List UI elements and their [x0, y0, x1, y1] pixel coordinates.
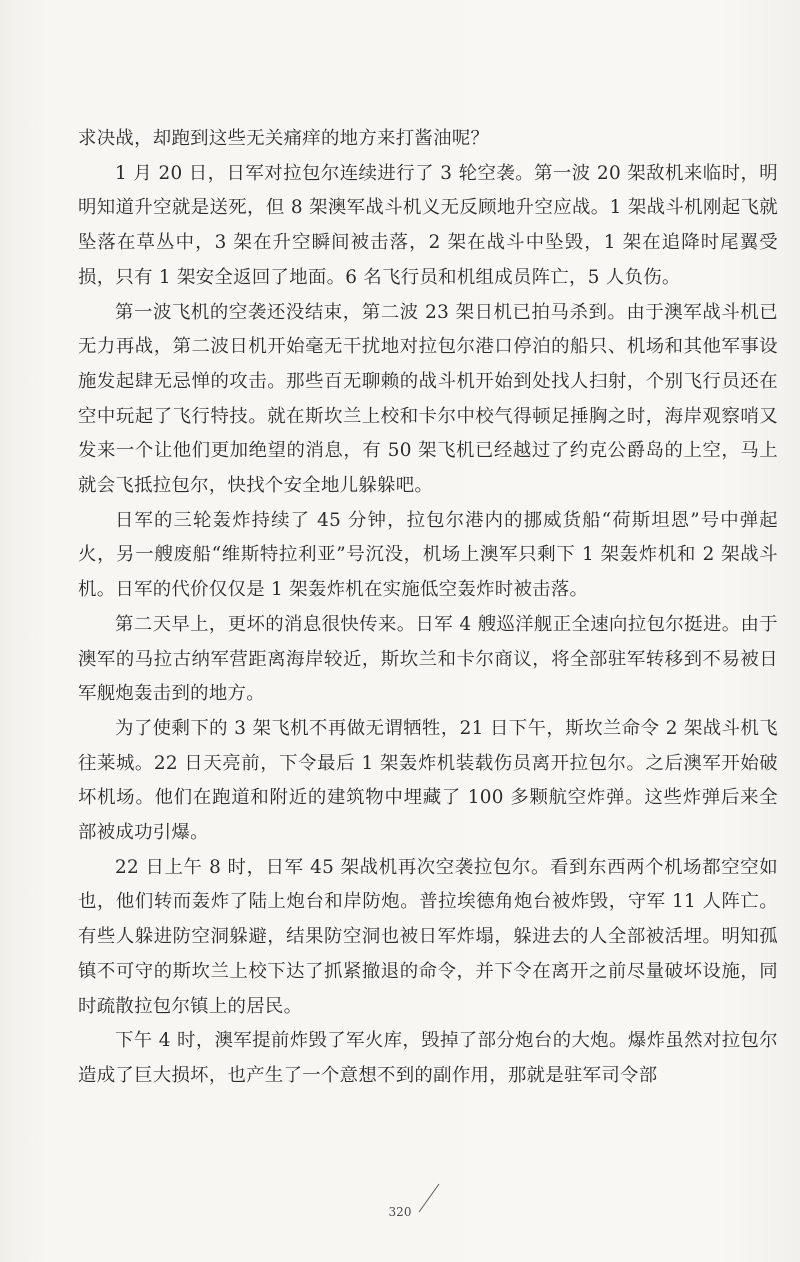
paragraph-continuation: 求决战，却跑到这些无关痛痒的地方来打酱油呢？ — [78, 128, 490, 149]
paragraph-next-morning: 第二天早上，更坏的消息很快传来。日军 4 艘巡洋舰正全速向拉包尔挺进。由于澳军的马拉古纳军营距离海岸较近，斯坎兰和卡尔商议，将全部驻军转移到不易被日军舰炮轰击到的地方。 — [78, 613, 778, 705]
paragraph-jan-22-raid: 22 日上午 8 时，日军 45 架战机再次空袭拉包尔。看到东西两个机场都空空如也，他们转而轰炸了陆上炮台和岸防炮。普拉埃德角炮台被炸毁，守军 11 人阵亡。有些人躲进防空洞躲避，结果防空洞也被日军炸塌，躲进去的人全部被活埋。明知孤镇不可守的斯坎兰上校下达了抓紧撤退的命令，并下令在离开之前尽量破坏设施，同时疏散拉包尔镇上的居民。 — [78, 856, 778, 1017]
page-number: 320 — [388, 1205, 412, 1219]
paragraph-second-wave: 第一波飞机的空袭还没结束，第二波 23 架日机已拍马杀到。由于澳军战斗机已无力再战，第二波日机开始毫无干扰地对拉包尔港口停泊的船只、机场和其他军事设施发起肆无忌惮的攻击。那些百无聊赖的战斗机开始到处找人扫射，个别飞行员还在空中玩起了飞行特技。就在斯坎兰上校和卡尔中校气得顿足捶胸之时，海岸观察哨又发来一个让他们更加绝望的消息，有 50 架飞机已经越过了约克公爵岛的上空，马上就会飞抵拉包尔，快找个安全地儿躲躲吧。 — [78, 301, 778, 497]
paragraph-three-raids-result: 日军的三轮轰炸持续了 45 分钟，拉包尔港内的挪威货船“荷斯坦恩”号中弹起火，另一艘废船“维斯特拉利亚”号沉没，机场上澳军只剩下 1 架轰炸机和 2 架战斗机。日军的代价仅仅是 1 架轰炸机在实施低空轰炸时被击落。 — [78, 509, 778, 601]
paragraph-air-raid-jan-20: 1 月 20 日，日军对拉包尔连续进行了 3 轮空袭。第一波 20 架敌机来临时，明明知道升空就是送死，但 8 架澳军战斗机义无反顾地升空应战。1 架战斗机刚起飞就坠落在草丛中，3 架在升空瞬间被击落，2 架在战斗中坠毁，1 架在追降时尾翼受损，只有 1 架安全返回了地面。6 名飞行员和机组成员阵亡，5 人负伤。 — [78, 162, 778, 288]
paragraph-afternoon-demolition: 下午 4 时，澳军提前炸毁了军火库，毁掉了部分炮台的大炮。爆炸虽然对拉包尔造成了巨大损坏，也产生了一个意想不到的副作用，那就是驻军司令部 — [78, 1030, 778, 1086]
body-text — [78, 122, 778, 1094]
paragraph-remaining-aircraft: 为了使剩下的 3 架飞机不再做无谓牺牲，21 日下午，斯坎兰命令 2 架战斗机飞往莱城。22 日天亮前，下令最后 1 架轰炸机装载伤员离开拉包尔。之后澳军开始破坏机场。他们在跑道和附近的建筑物中埋藏了 100 多颗航空炸弹。这些炸弹后来全部被成功引爆。 — [78, 717, 778, 844]
